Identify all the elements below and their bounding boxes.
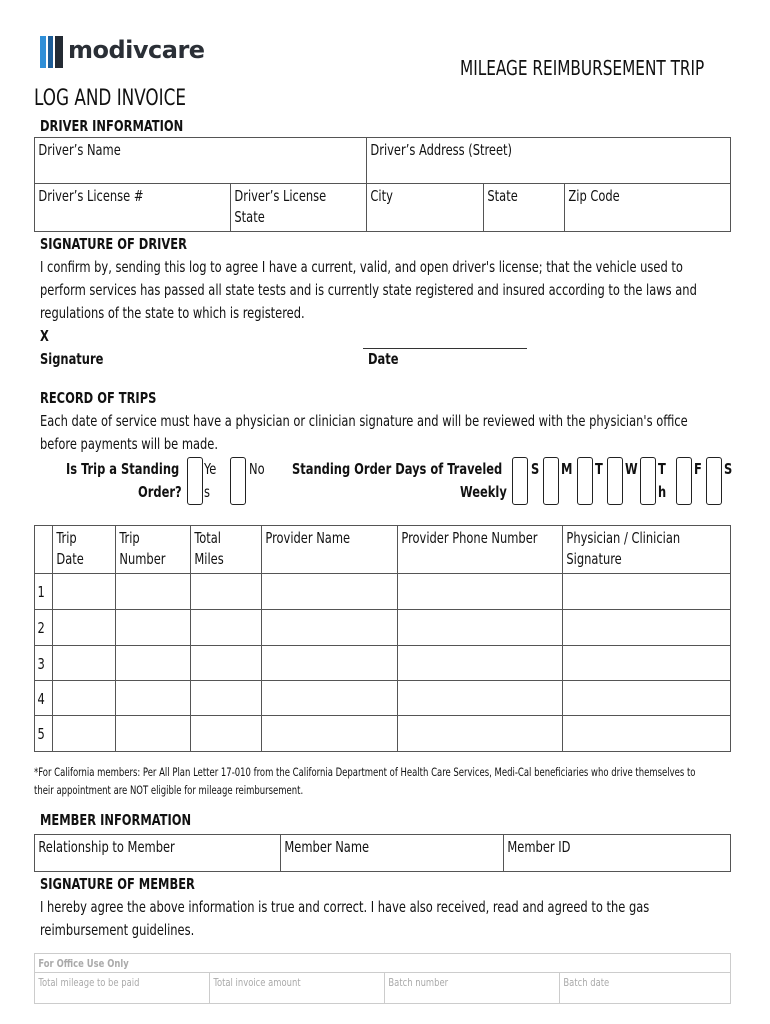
- monday-checkbox[interactable]: [543, 457, 559, 505]
- signature-cell[interactable]: [563, 681, 731, 716]
- provider-phone-header: Provider Phone Number: [398, 526, 563, 574]
- city-field[interactable]: City: [367, 184, 484, 232]
- days-question-2: Weekly: [460, 483, 507, 501]
- day-wednesday: W: [625, 460, 638, 478]
- total-mileage-field[interactable]: Total mileage to be paid: [35, 973, 210, 1003]
- day-monday: M: [561, 460, 573, 478]
- yes-label-2: s: [204, 483, 210, 501]
- days-question-1: Standing Order Days of Traveled: [292, 460, 503, 478]
- trip-number-cell[interactable]: [116, 610, 191, 646]
- member-info-heading: MEMBER INFORMATION: [40, 811, 192, 829]
- total-miles-cell[interactable]: [191, 646, 262, 681]
- provider-name-cell[interactable]: [262, 681, 398, 716]
- row-number-header: [35, 526, 53, 574]
- driver-address-field[interactable]: Driver’s Address (Street): [367, 138, 731, 184]
- relationship-field[interactable]: Relationship to Member: [35, 835, 281, 872]
- friday-checkbox[interactable]: [676, 457, 692, 505]
- provider-name-cell[interactable]: [262, 646, 398, 681]
- total-invoice-field[interactable]: Total invoice amount: [210, 973, 385, 1003]
- trips-text-1: Each date of service must have a physician or clinician signature and will be reviewed with the physician's office: [40, 412, 688, 430]
- standing-order-question-1: Is Trip a Standing: [66, 460, 180, 478]
- day-sunday: S: [531, 460, 540, 478]
- table-row: [35, 574, 731, 610]
- table-row: [35, 610, 731, 646]
- driver-signature-label[interactable]: Signature: [40, 350, 104, 368]
- office-use-heading: For Office Use Only: [38, 957, 129, 970]
- driver-date-label[interactable]: Date: [368, 350, 399, 368]
- standing-order-question-2: Order?: [138, 483, 182, 501]
- driver-confirm-text-3: regulations of the state to which is registered.: [40, 304, 305, 322]
- driver-confirm-text-2: perform services has passed all state tests and is currently state registered and insured according to the laws and: [40, 281, 697, 299]
- sunday-checkbox[interactable]: [512, 457, 528, 505]
- trip-date-cell[interactable]: [53, 610, 116, 646]
- trip-number-cell[interactable]: [116, 681, 191, 716]
- row-number: 1: [35, 574, 53, 610]
- logo-bar-icon: [55, 36, 63, 68]
- trip-date-header: Trip Date: [53, 526, 116, 574]
- provider-name-cell[interactable]: [262, 574, 398, 610]
- row-number: 3: [35, 646, 53, 681]
- logo-bar-icon: [48, 36, 53, 68]
- signature-cell[interactable]: [563, 610, 731, 646]
- signature-cell[interactable]: [563, 574, 731, 610]
- logo-bar-icon: [40, 36, 46, 68]
- trip-number-cell[interactable]: [116, 646, 191, 681]
- form-title-line1: MILEAGE REIMBURSEMENT TRIP: [460, 56, 705, 80]
- signature-header: Physician / Clinician Signature: [563, 526, 731, 574]
- saturday-checkbox[interactable]: [706, 457, 722, 505]
- trips-heading: RECORD OF TRIPS: [40, 389, 157, 407]
- trip-date-cell[interactable]: [53, 574, 116, 610]
- date-line: [363, 348, 527, 349]
- member-agree-text-1: I hereby agree the above information is true and correct. I have also received, read and agreed to the gas: [40, 898, 650, 916]
- yes-checkbox[interactable]: [187, 457, 203, 505]
- day-saturday: S: [724, 460, 733, 478]
- driver-license-field[interactable]: Driver’s License #: [35, 184, 231, 232]
- no-checkbox[interactable]: [230, 457, 246, 505]
- table-row: [35, 716, 731, 752]
- driver-license-state-field[interactable]: Driver’s License State: [231, 184, 367, 232]
- row-number: 4: [35, 681, 53, 716]
- day-thursday: T: [658, 460, 666, 478]
- member-agree-text-2: reimbursement guidelines.: [40, 921, 195, 939]
- day-friday: F: [694, 460, 702, 478]
- trip-date-cell[interactable]: [53, 716, 116, 752]
- driver-info-table: [34, 137, 731, 232]
- total-miles-header: Total Miles: [191, 526, 262, 574]
- row-number: 5: [35, 716, 53, 752]
- office-use-table: [34, 953, 731, 1004]
- table-row: [35, 646, 731, 681]
- brand-name: modivcare: [68, 36, 205, 64]
- signature-cell[interactable]: [563, 716, 731, 752]
- total-miles-cell[interactable]: [191, 610, 262, 646]
- total-miles-cell[interactable]: [191, 681, 262, 716]
- modivcare-logo: [40, 34, 205, 70]
- signature-x-mark: X: [40, 327, 49, 345]
- form-title-line2: LOG AND INVOICE: [34, 86, 187, 111]
- provider-phone-cell[interactable]: [398, 574, 563, 610]
- table-row: [35, 681, 731, 716]
- trip-number-header: Trip Number: [116, 526, 191, 574]
- trips-text-2: before payments will be made.: [40, 435, 219, 453]
- trips-table: [34, 525, 731, 752]
- state-field[interactable]: State: [484, 184, 565, 232]
- yes-label-1: Ye: [204, 460, 217, 478]
- tuesday-checkbox[interactable]: [577, 457, 593, 505]
- provider-name-cell[interactable]: [262, 716, 398, 752]
- total-miles-cell[interactable]: [191, 716, 262, 752]
- driver-signature-heading: SIGNATURE OF DRIVER: [40, 235, 187, 253]
- provider-name-header: Provider Name: [262, 526, 398, 574]
- provider-name-cell[interactable]: [262, 610, 398, 646]
- member-info-table: [34, 834, 731, 872]
- total-miles-cell[interactable]: [191, 574, 262, 610]
- no-label: No: [249, 460, 265, 478]
- trip-date-cell[interactable]: [53, 646, 116, 681]
- california-note-2: their appointment are NOT eligible for mileage reimbursement.: [34, 783, 304, 797]
- batch-number-field[interactable]: Batch number: [385, 973, 560, 1003]
- trip-number-cell[interactable]: [116, 574, 191, 610]
- thursday-checkbox[interactable]: [640, 457, 656, 505]
- member-name-field[interactable]: Member Name: [281, 835, 504, 872]
- batch-date-field[interactable]: Batch date: [563, 976, 610, 989]
- zip-code-field[interactable]: Zip Code: [565, 184, 731, 232]
- member-signature-heading: SIGNATURE OF MEMBER: [40, 875, 195, 893]
- wednesday-checkbox[interactable]: [607, 457, 623, 505]
- driver-info-heading: DRIVER INFORMATION: [40, 117, 184, 135]
- provider-phone-cell[interactable]: [398, 610, 563, 646]
- signature-cell[interactable]: [563, 646, 731, 681]
- day-tuesday: T: [595, 460, 603, 478]
- member-id-field[interactable]: Member ID: [504, 835, 731, 872]
- provider-phone-cell[interactable]: [398, 716, 563, 752]
- provider-phone-cell[interactable]: [398, 646, 563, 681]
- trip-date-cell[interactable]: [53, 681, 116, 716]
- driver-confirm-text-1: I confirm by, sending this log to agree I have a current, valid, and open driver's license; that the vehicle used to: [40, 258, 683, 276]
- provider-phone-cell[interactable]: [398, 681, 563, 716]
- driver-name-field[interactable]: Driver’s Name: [35, 138, 367, 184]
- california-note-1: *For California members: Per All Plan Letter 17-010 from the California Department of Health Care Services, Medi-Cal beneficiaries who drive themselves to: [34, 765, 696, 779]
- row-number: 2: [35, 610, 53, 646]
- day-thursday-suffix: h: [658, 483, 667, 501]
- trip-number-cell[interactable]: [116, 716, 191, 752]
